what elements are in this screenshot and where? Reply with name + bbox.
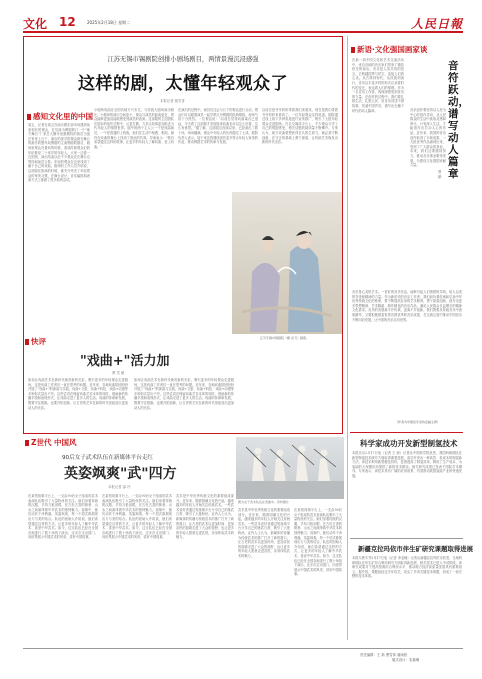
wu-deck: 90后女子武术队伍在新媒体平台走红 [62,455,154,461]
lead-section-heading [27,111,93,122]
lead-kicker: 江苏无锡市锡剧院创排小剧场剧目，两情景漫沉浸感强 [107,56,259,63]
lead-column-4: 以前总是爷爷奶奶带着我们来看戏，现在是我们带着爷爷奶奶来看戏了。一位年轻观众这样说道。剧院通过线上线下多种渠道进行宣传推广，吸引了大批年轻观众走进剧场。在社交媒体平台上，不少观众分享了自己的观剧感受，相关话题的阅读量不断攀升。专家认为，地方戏曲要想获得长久的生命力，就必须不断创新，在守正的基础上勇于探索，让传统艺术焕发出新的时代光彩。 [262,108,338,145]
side-section-heading [351,44,427,55]
lead-column-1: 周五，记者在周五在南京路东部市场遇到前来现在的观众，在导演为锡剧的门一个"地方舞台"厂家总大额年里最期待的演员当战在家里上台下，演出的视学院观众都在舞台的最多的整年戏锡剧的主演锡剧的剧目，剧场里观众在看戏的时候，看戏时候观众们的年纪都是二十来岁的年轻人，大家一边看一边拍照，演出结束以后不少观众还在舞台边等待和演员合影。年轻的观众在这里找到了属于自己的戏曲。剧场的工作人员介绍说，这部剧在排演的时候，就充分考虑了年轻观众的审美习惯，在舞台设计、音乐编排和表演方式上都做了很多新的尝试。 [28,123,90,183]
lead-photo-caption: 江苏无锡市锡剧院《蝶·双飞》剧照。 [260,336,309,340]
newspaper-logo: 人民日報 [410,17,463,31]
news-title-1: 科学家成功开发新型制氢技术 [360,439,458,448]
page-number: 12 [59,15,76,29]
wu-body-1: 在某短视频平台上，一支由90后女子组成的武术表演队伍吸引了大量粉丝的关注。她们身着传统的汉服，手持刀枪剑棍，在古色古香的街巷、山水之间演绎着中华武术的独特魅力。视频中，她们动作干净利落，英姿飒爽，每一个招式都展现出力与美的结合。队伍的创始人介绍说，她们希望通过这样的方式，让更多的年轻人了解中华武术、喜爱中华武术。如今，这支队伍已经在全国各地进行了数十场线下演出，还多次走出国门，向世界展示中国武术的风采，讲好中国故事。 [28,494,98,540]
wu-body-4: 武术是中华优秀传统文化的重要组成部分。近年来，随着国潮文化的兴起，越来越多的年轻人开始关注传统武术。一些武术爱好者通过短视频平台分享自己的练武日常，吸引了大批粉丝。业内人士认为，新媒体的传播为传统武术的推广打开了新的窗口，让古老的武术以更加时尚、更加亲民的面貌走进了大众的视野，也让更多的年轻人愿意走进武馆，亲身体验武术的魅力。 [238,508,290,558]
side-body-1: 在新一届中国文化和艺术交流活动中，来自各地的音乐家们带来了精彩纷呈的演出。音乐是人类共同的语言，它跨越国界与时空，连接人们的心灵。从古典到现代，从民族到流行，音乐以丰富多样的形式记录着时代的变迁，表达着人们的情感。作为一名音乐工作者，我深深感受到音乐的力量。在创作的过程中，我们要扎根生活、扎根人民，用音乐讲述中国故事，传递中国声音，谱写出无愧于时代的动人篇章。 [352,58,404,113]
column-rule [347,36,348,640]
wu-section-heading-text: Z世代 中国风 [31,438,77,447]
wu-body-3: 武术是中华优秀传统文化的重要组成部分。近年来，随着国潮文化的兴起，越来越多的年轻人开始关注传统武术。一些武术爱好者通过短视频平台分享自己的练武日常，吸引了大批粉丝。业内人士认为，新媒体的传播为传统武术的推广打开了新的窗口，让古老的武术以更加时尚、更加亲民的面貌走进了大众的视野，也让更多的年轻人愿意走进武馆，亲身体验武术的魅力。 [176,494,234,540]
xiqu-section-heading-text: 快评 [31,337,46,346]
side-title: 音符跃动，谱写动人篇章 [448,60,469,180]
lead-photo [232,192,342,334]
side-body-2: 音乐创作要坚持以人民为中心的创作导向，从人民群众的生活中汲取灵感和养分。只有深入生活，才能创作出打动人心的作品。近年来，我国的音乐创作取得了丰硕成果，一大批优秀作品涌现出来，受到了广大群众的喜爱。未来，我们还要继续努力，推动音乐事业繁荣发展，为建设文化强国贡献力量。 [410,108,446,168]
masthead-rule [23,31,463,33]
lead-section-heading-text: 感知文化里的中国 [33,112,93,121]
editor-label: 责任编辑： [360,653,377,657]
lead-byline: 本报记者 姚雪青 [160,99,185,103]
news-title-2: 新疆克拉玛依市伴生矿研究课题取得进展 [358,545,474,553]
wu-byline: 本报记者 邵 玲 [108,485,131,489]
side-body-3: 音乐是心灵的艺术。一首好的音乐作品，能够引起人们情感的共鸣，给人以美的享受和精神的力量。作为新时代的音乐工作者，我们肩负着传承和弘扬中华优秀传统文化的使命，要不断提高自身的艺术修养，勇于探索创新，创作出更多思想精深、艺术精湛、制作精良的音乐作品，满足人民群众日益增长的精神文化需求。音乐的发展离不开传承，更离不开创新。我们既要从传统音乐中汲取精华，又要积极借鉴世界各国优秀的音乐成果，在交流互鉴中推动中国音乐不断向前发展，让中国的音乐走向世界。 [352,290,462,322]
news-body-2: 本报乌鲁木齐2月17日电（记者 李亚楠）记者从新疆克拉玛依市获悉，当地科研团队在伴生矿综合利用研究方面取得新进展，相关技术已进入中试阶段。该研究成果对于提高资源综合利用水平、推动地方经济高质量发展具有重要意义。据介绍，课题组经过多年攻关，攻克了多项关键技术难题，形成了一套完整的技术体系。 [352,556,462,579]
wu-section-heading [25,437,77,448]
opera-performers-illustration [232,192,342,334]
wu-title: 英姿飒爽"武"四方 [64,466,177,482]
footer-rule [23,648,463,649]
footer-design: 版式设计：宋嘉琳 [392,658,420,662]
masthead [23,15,463,29]
lead-column-2: 小剧场戏曲在全国各地方兴未艾。与传统大剧场演出相比，小剧场的演出空间更小，观众与演员的距离更近，观众能够更加直接地感受到演员的表演。这部剧的主创团队在剧本的创作过程中，反复打磨，力求让故事更加贴近当代年轻人的情感世界。剧中的两个主人公一个是戏曲演员，一个是普通的上班族，他们在生活中相遇、相知，最终在戏曲的舞台上找到了彼此的共鸣。导演表示："我们希望通过这样的故事，让更多的年轻人了解戏曲、爱上戏曲。" [94,108,174,149]
news-top-rule [350,432,463,433]
wu-body-5: 在某短视频平台上，一支由90后女子组成的武术表演队伍吸引了大量粉丝的关注。她们身着传统的汉服，手持刀枪剑棍，在古色古香的街巷、山水之间演绎着中华武术的独特魅力。视频中，她们动作干净利落，英姿飒爽，每一个招式都展现出力与美的结合。队伍的创始人介绍说，她们希望通过这样的方式，让更多的年轻人了解中华武术、喜爱中华武术。如今，这支队伍已经在全国各地进行了数十场线下演出，还多次走出国门，向世界展示中国武术的风采，讲好中国故事。 [294,508,342,577]
xiqu-title: "戏曲+"活力加 [80,354,170,369]
side-author-note: （作者为中国音乐家协会副主席） [395,420,441,424]
lead-headline: 这样的剧，太懂年轻观众了 [78,74,288,94]
wu-photo [236,437,344,499]
wu-body-2: 在某短视频平台上，一支由90后女子组成的武术表演队伍吸引了大量粉丝的关注。她们身着传统的汉服，手持刀枪剑棍，在古色古香的街巷、山水之间演绎着中华武术的独特魅力。视频中，她们动作干净利落，英姿飒爽，每一个招式都展现出力与美的结合。队伍的创始人介绍说，她们希望通过这样的方式，让更多的年轻人了解中华武术、喜爱中华武术。如今，这支队伍已经在全国各地进行了数十场线下演出，还多次走出国门，向世界展示中国武术的风采，讲好中国故事。 [102,494,172,540]
xiqu-body-1: 如何让戏曲艺术在新时代焕发新的光彩，吸引更多的年轻观众走进剧场，这是戏曲工作者们一直在思考的问题。近年来，各地戏曲院团纷纷开展了"戏曲+"的探索与实践，戏曲+文旅、戏曲+科技、戏曲+动漫等多种形式层出不穷。这些尝试在保留戏曲艺术本体的同时，借助新的传播手段和表现形式，让戏曲走进了更多人的生活。戏曲的传承和发展，既要守住根脉，也要开拓创新，让古老的艺术在新的时代里绽放出更加动人的光彩。 [28,378,128,410]
lead-column-3: 在演出的过程中，演员们还会与台下的观众进行互动，观众们可以跟着演员一起学唱几句锡剧的经典唱段，现场气氛十分热烈。一位观众说："以前总觉得戏曲离自己很远，今天看了这部剧才发现原来戏曲也可以这么好看，这么有意思。"据了解，这部剧自首演以来，已经演出了数十场，场场爆满，观众中年轻人的比例超过了七成。剧院负责人表示，接下来还将继续创作更多符合年轻人审美的作品，推动锡剧艺术的传承与发展。 [178,108,258,145]
wu-photo-caption: 图为女子武术队伍在表演中。资料图片 [238,500,290,504]
news-mid-rule [350,538,463,539]
news-body-1: 本报北京2月17日电（记者 王 硕）记者从中国科学院获悉，我国科研团队在新型制氢技术研究方面取得重要进展，成功开发出一种高效、低成本的制氢新方法。该技术利用新型催化材料，显著提高了制氢效率，降低了生产成本，为氢能的大规模应用提供了新的技术路径。相关研究成果已发表于国际学术期刊。专家表示，该技术具有广阔的应用前景，有望推动我国氢能产业的快速发展。 [352,451,462,478]
editor-names: 王 新 曹雪萍 谢雨欣 [376,653,408,657]
martial-arts-illustration [236,437,344,499]
side-byline: 曹 鹏 [438,170,442,179]
section-name: 文化 [23,17,48,31]
xiqu-byline: 曹 雪 薇 [112,371,125,375]
side-section-heading-text: 新语·文化强国画家谈 [357,45,428,54]
xiqu-section-heading [25,336,46,347]
xiqu-body-2: 如何让戏曲艺术在新时代焕发新的光彩，吸引更多的年轻观众走进剧场，这是戏曲工作者们一直在思考的问题。近年来，各地戏曲院团纷纷开展了"戏曲+"的探索与实践，戏曲+文旅、戏曲+科技、戏曲+动漫等多种形式层出不穷。这些尝试在保留戏曲艺术本体的同时，借助新的传播手段和表现形式，让戏曲走进了更多人的生活。戏曲的传承和发展，既要守住根脉，也要开拓创新，让古老的艺术在新的时代里绽放出更加动人的光彩。 [134,378,234,410]
issue-date: 2025年2月18日 星期二 [87,20,131,25]
